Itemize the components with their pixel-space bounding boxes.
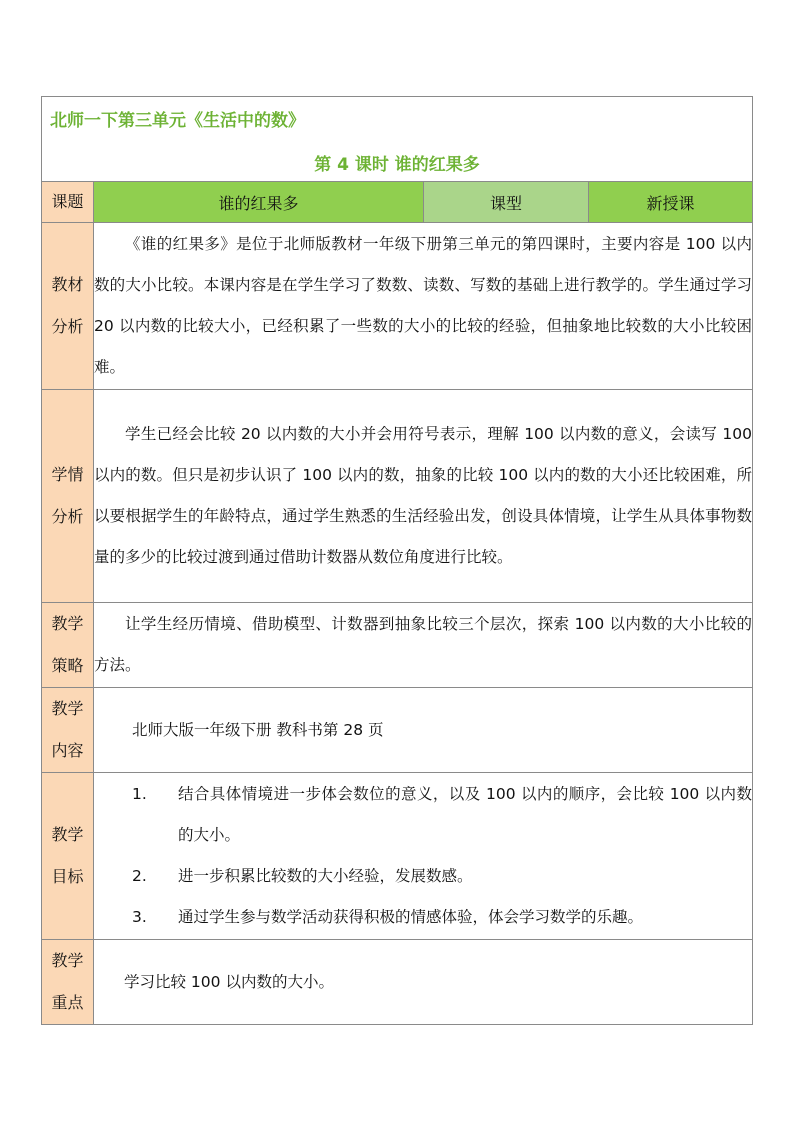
goal-item: 3. 通过学生参与数学活动获得积极的情感体验，体会学习数学的乐趣。	[132, 908, 644, 926]
lesson-title: 第 4 课时 谁的红果多	[314, 155, 480, 175]
textbook-label: 教材 分析	[42, 223, 94, 390]
unit-title: 北师一下第三单元《生活中的数》	[50, 111, 305, 131]
students-analysis: 学生已经会比较 20 以内数的大小并会用符号表示，理解 100 以内数的意义，会读写 100 以内的数。但只是初步认识了 100 以内的数，抽象的比较 100 以内的数的大小还比较困难，所以要根据学生的年龄特点，通过学生熟悉的生活经验出发，创设具体情境，让学生从具体事物数量的多少的比较过渡到通过借助计数器从数位角度进行比较。	[94, 390, 753, 603]
teaching-keypoint: 学习比较 100 以内数的大小。	[94, 940, 753, 1025]
goal-item: 2. 进一步积累比较数的大小经验，发展数感。	[132, 867, 473, 885]
type-value: 新授课	[589, 182, 753, 223]
type-label: 课型	[424, 182, 589, 223]
teaching-strategy: 让学生经历情境、借助模型、计数器到抽象比较三个层次，探索 100 以内数的大小比较的方法。	[94, 603, 753, 688]
teaching-content: 北师大版一年级下册 教科书第 28 页	[94, 688, 753, 773]
content-label: 教学 内容	[42, 688, 94, 773]
goals-label: 教学 目标	[42, 773, 94, 940]
title-cell	[42, 97, 753, 182]
students-label: 学情 分析	[42, 390, 94, 603]
lesson-plan-table	[41, 96, 753, 1025]
goal-item: 1. 结合具体情境进一步体会数位的意义，以及 100 以内的顺序，会比较 100 以内数的大小。	[132, 785, 752, 844]
strategy-label: 教学 策略	[42, 603, 94, 688]
topic-label: 课题	[42, 182, 94, 223]
topic-value: 谁的红果多	[94, 182, 424, 223]
textbook-analysis: 《谁的红果多》是位于北师版教材一年级下册第三单元的第四课时，主要内容是 100 以内数的大小比较。本课内容是在学生学习了数数、读数、写数的基础上进行教学的。学生通过学习 20 以内数的比较大小，已经积累了一些数的大小的比较的经验，但抽象地比较数的大小比较困难。	[94, 223, 753, 390]
keypoint-label: 教学 重点	[42, 940, 94, 1025]
teaching-goals	[94, 773, 753, 940]
